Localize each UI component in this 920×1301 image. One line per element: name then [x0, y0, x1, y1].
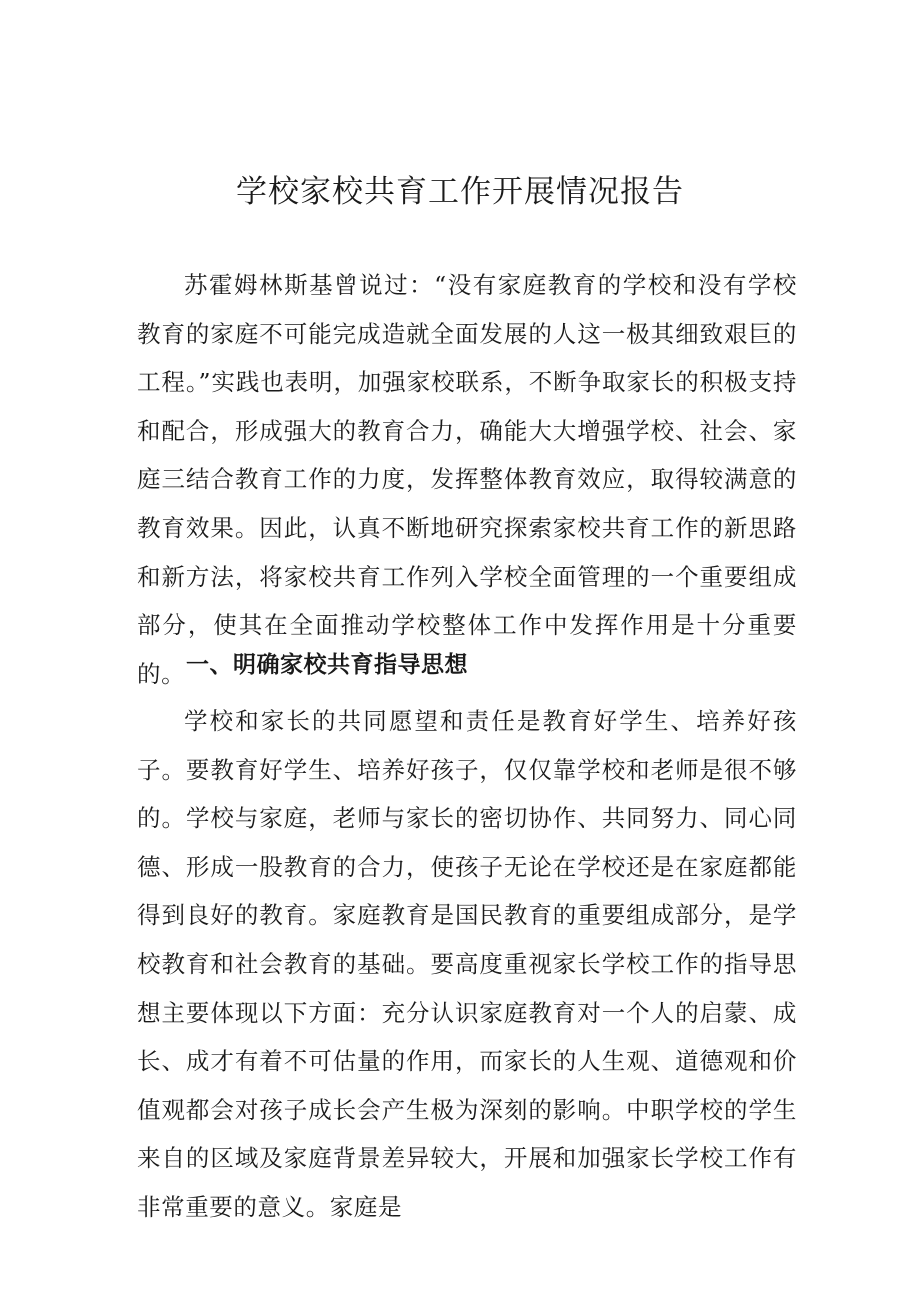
document-title: 学校家校共育工作开展情况报告 [236, 174, 684, 210]
section-heading-1: 一、明确家校共育指导思想 [186, 652, 468, 678]
section-1-paragraph: 学校和家长的共同愿望和责任是教育好学生、培养好孩子。要教育好学生、培养好孩子，仅仅靠学校和老师是很不够的。学校与家庭，老师与家长的密切协作、共同努力、同心同德、形成一股教育的合力，使孩子无论在学校还是在家庭都能得到良好的教育。家庭教育是国民教育的重要组成部分，是学校教育和社会教育的基础。要高度重视家长学校工作的指导思想主要体现以下方面：充分认识家庭教育对一个人的启蒙、成长、成才有着不可估量的作用，而家长的人生观、道德观和价值观都会对孩子成长会产生极为深刻的影响。中职学校的学生来自的区域及家庭背景差异较大，开展和加强家长学校工作有非常重要的意义。家庭是 [137, 707, 797, 1221]
intro-paragraph: 苏霍姆林斯基曾说过：“没有家庭教育的学校和没有学校教育的家庭不可能完成造就全面发展的人这一极其细致艰巨的工程。”实践也表明，加强家校联系，不断争取家长的积极支持和配合，形成强大的教育合力，确能大大增强学校、社会、家庭三结合教育工作的力度，发挥整体教育效应，取得较满意的教育效果。因此，认真不断地研究探索家校共育工作的新思路和新方法，将家校共育工作列入学校全面管理的一个重要组成部分，使其在全面推动学校整体工作中发挥作用是十分重要的。 [137, 271, 797, 688]
